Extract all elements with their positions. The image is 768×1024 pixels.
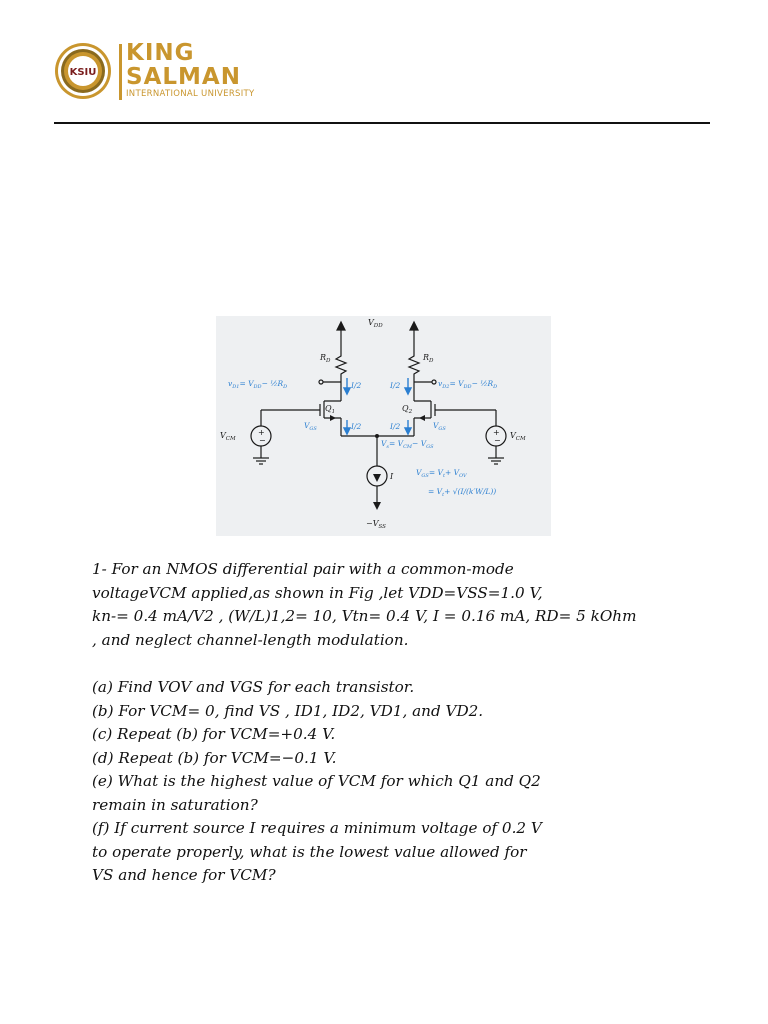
part-f-cont: VS and hence for VCM? bbox=[92, 866, 276, 884]
svg-text:+: + bbox=[493, 428, 500, 437]
vd2-label: v bbox=[438, 379, 443, 388]
q2-sub: 2 bbox=[408, 409, 413, 415]
q1-label: Q bbox=[325, 404, 332, 413]
circuit-diagram bbox=[216, 316, 551, 536]
svg-text:VGS= Vt+ VOV: $V_{GS}= V_t+ V_{OV}$ bbox=[416, 468, 467, 479]
logo-divider bbox=[119, 44, 122, 100]
svg-text:Q1 bbox=[325, 404, 335, 415]
vcm-right-sub: CM bbox=[515, 436, 526, 442]
part-f: (f) If current source I requires a minimum voltage of 0.2 V bbox=[92, 819, 542, 837]
rd-left-sub: D bbox=[326, 358, 331, 364]
problem-line: , and neglect channel-length modulation. bbox=[92, 630, 409, 649]
svg-text:Q2 bbox=[402, 404, 413, 415]
logo-line-king: KING bbox=[126, 40, 195, 66]
svg-text:Vs= VCM− VGS: $V_s= V_{CM}- V_{GS}$ bbox=[381, 439, 434, 450]
rd-right-label: R bbox=[423, 353, 430, 362]
vgs-eq1-label: V bbox=[416, 468, 422, 477]
vgs-eq2-label: = V bbox=[428, 487, 443, 496]
i-half-label-2: I/2 bbox=[390, 381, 401, 390]
logo-line-salman: SALMAN bbox=[126, 64, 241, 90]
problem-line: voltageVCM applied,as shown in Fig ,let VDD=VSS=1.0 V, bbox=[92, 583, 543, 602]
vcm-right-label: V bbox=[510, 431, 516, 440]
problem-line: 1- For an NMOS differential pair with a common-mode bbox=[92, 560, 514, 578]
svg-text:VCM bbox=[220, 431, 236, 442]
svg-text:vD1= VDD− ½RD: $v_{D1}= V_{DD}-$ $\frac{1}{2}R_D$ bbox=[228, 379, 288, 390]
rd-left-label: R bbox=[320, 353, 327, 362]
logo-subtitle: INTERNATIONAL UNIVERSITY bbox=[126, 89, 255, 99]
vcm-left-sub: CM bbox=[225, 436, 236, 442]
part-f-cont: to operate properly, what is the lowest value allowed for bbox=[92, 842, 527, 861]
q2-label: Q bbox=[402, 404, 409, 413]
svg-text:−: − bbox=[259, 436, 266, 445]
paragraph-gap bbox=[92, 652, 702, 676]
vgs-left-label: V bbox=[304, 421, 310, 430]
svg-text:RD bbox=[422, 353, 434, 364]
svg-text:RD bbox=[319, 353, 331, 364]
current-source-label: I bbox=[390, 472, 394, 481]
vdd-label: V bbox=[368, 318, 374, 327]
q1-sub: 1 bbox=[331, 409, 336, 415]
i-half-label-1: I/2 bbox=[351, 381, 362, 390]
svg-text:+: + bbox=[258, 428, 265, 437]
problem-line: kn-= 0.4 mA/V2 , (W/L)1,2= 10, Vtn= 0.4 V, I = 0.16 mA, RD= 5 kOhm bbox=[92, 607, 637, 625]
university-seal-logo bbox=[54, 42, 112, 100]
svg-text:VGS: $V_{GS}$ bbox=[304, 421, 317, 432]
header-rule bbox=[54, 122, 710, 124]
vcm-left-label: V bbox=[220, 431, 226, 440]
part-e-cont: remain in saturation? bbox=[92, 795, 258, 814]
vss-label: −V bbox=[366, 519, 379, 528]
vgs-right-label: V bbox=[433, 421, 439, 430]
i-half-label-4: I/2 bbox=[390, 422, 401, 431]
vdd-sub: DD bbox=[373, 323, 383, 329]
part-d: (d) Repeat (b) for VCM=−0.1 V. bbox=[92, 748, 337, 767]
rd-right-sub: D bbox=[429, 358, 434, 364]
svg-text:−VSS bbox=[366, 519, 386, 530]
part-c: (c) Repeat (b) for VCM=+0.4 V. bbox=[92, 725, 336, 743]
part-b: (b) For VCM= 0, find VS , ID1, ID2, VD1, and VD2. bbox=[92, 701, 484, 720]
seal-text: KSIU bbox=[69, 67, 97, 78]
problem-statement bbox=[92, 558, 702, 888]
svg-text:VCM bbox=[510, 431, 526, 442]
vs-eq-label: V bbox=[381, 439, 387, 448]
svg-text:VGS: $V_{GS}$ bbox=[433, 421, 446, 432]
i-half-label-3: I/2 bbox=[351, 422, 362, 431]
svg-text:vD2= VDD− ½RD: $v_{D2}= V_{DD}-$ $\frac{1}{2}R_D$ bbox=[438, 379, 498, 390]
part-e: (e) What is the highest value of VCM for which Q1 and Q2 bbox=[92, 772, 541, 790]
svg-text:−: − bbox=[494, 436, 501, 445]
part-a: (a) Find VOV and VGS for each transistor. bbox=[92, 678, 415, 696]
vss-sub: SS bbox=[378, 524, 386, 530]
svg-text:VDD bbox=[368, 318, 383, 329]
svg-text:= Vt+ √(I/(k′W/L)): = $V_t+ √(I/(k'W/L))$ bbox=[428, 487, 497, 498]
vd1-label: v bbox=[228, 379, 233, 388]
